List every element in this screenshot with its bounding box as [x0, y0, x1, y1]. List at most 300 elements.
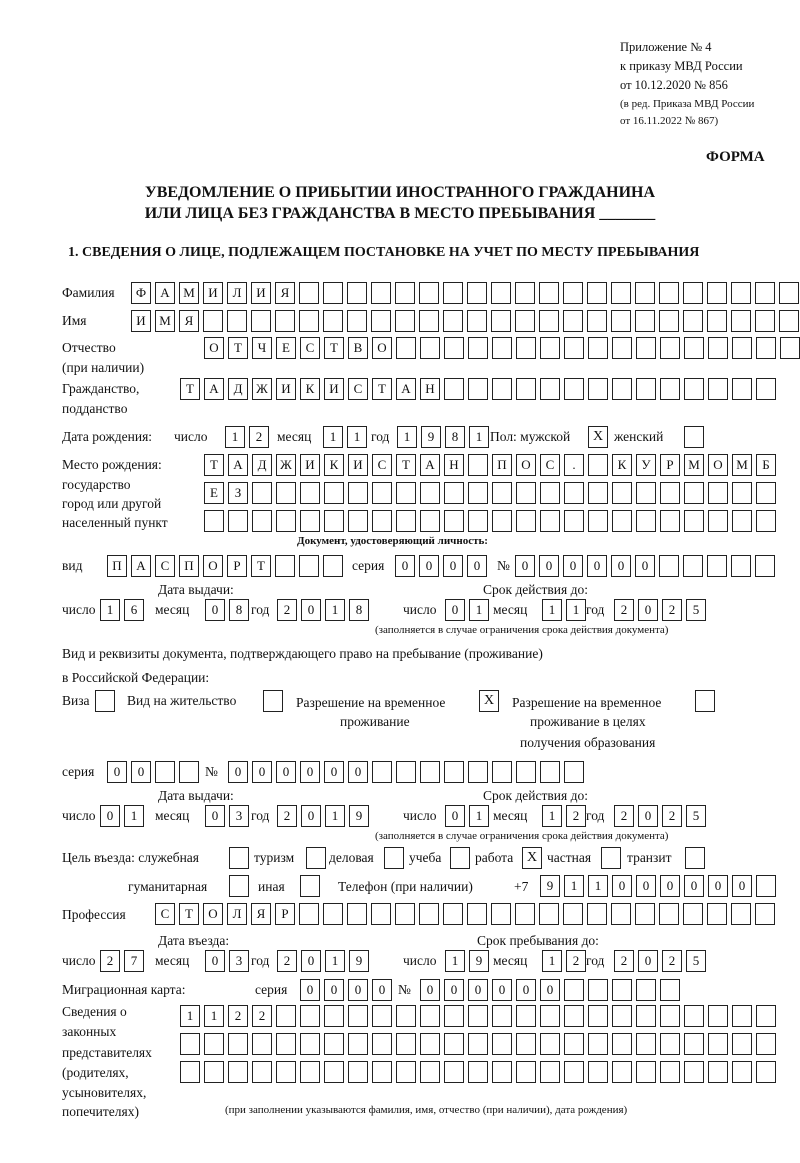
char-cell[interactable] [708, 510, 728, 532]
char-cell[interactable] [564, 1061, 584, 1083]
purpose-work-checkbox[interactable]: X [522, 847, 542, 869]
char-cell[interactable] [756, 1005, 776, 1027]
char-cell[interactable]: 0 [395, 555, 415, 577]
char-cell[interactable]: 0 [612, 875, 632, 897]
char-cell[interactable] [396, 1005, 416, 1027]
char-cell[interactable] [467, 903, 487, 925]
char-cell[interactable] [684, 378, 704, 400]
char-cell[interactable] [204, 1061, 224, 1083]
char-cell[interactable] [588, 510, 608, 532]
char-cell[interactable] [444, 378, 464, 400]
char-cell[interactable] [683, 555, 703, 577]
char-cell[interactable]: Е [276, 337, 296, 359]
char-cell[interactable]: 0 [708, 875, 728, 897]
char-cell[interactable] [300, 1033, 320, 1055]
char-cell[interactable] [708, 482, 728, 504]
purpose-other-checkbox[interactable] [300, 875, 320, 897]
char-cell[interactable] [755, 310, 775, 332]
char-cell[interactable] [276, 482, 296, 504]
char-cell[interactable] [228, 1061, 248, 1083]
char-cell[interactable] [516, 1033, 536, 1055]
char-cell[interactable] [276, 1005, 296, 1027]
char-cell[interactable] [468, 1033, 488, 1055]
char-cell[interactable] [732, 1061, 752, 1083]
char-cell[interactable]: А [155, 282, 175, 304]
char-cell[interactable]: 1 [225, 426, 245, 448]
char-cell[interactable] [299, 310, 319, 332]
char-cell[interactable]: М [155, 310, 175, 332]
visa-checkbox[interactable] [95, 690, 115, 712]
char-cell[interactable] [323, 282, 343, 304]
char-cell[interactable]: С [155, 903, 175, 925]
char-cell[interactable] [468, 761, 488, 783]
char-cell[interactable] [420, 1061, 440, 1083]
char-cell[interactable] [707, 903, 727, 925]
char-cell[interactable]: 8 [349, 599, 369, 621]
char-cell[interactable] [396, 482, 416, 504]
char-cell[interactable]: 0 [131, 761, 151, 783]
char-cell[interactable] [300, 1061, 320, 1083]
char-cell[interactable]: 0 [445, 599, 465, 621]
char-cell[interactable] [588, 979, 608, 1001]
char-cell[interactable] [587, 903, 607, 925]
char-cell[interactable] [323, 555, 343, 577]
char-cell[interactable] [420, 1033, 440, 1055]
char-cell[interactable]: 0 [443, 555, 463, 577]
char-cell[interactable] [491, 310, 511, 332]
char-cell[interactable] [324, 482, 344, 504]
char-cell[interactable]: М [684, 454, 704, 476]
char-cell[interactable] [467, 310, 487, 332]
char-cell[interactable] [372, 1061, 392, 1083]
char-cell[interactable]: Д [252, 454, 272, 476]
char-cell[interactable]: А [228, 454, 248, 476]
char-cell[interactable] [588, 337, 608, 359]
char-cell[interactable]: Е [204, 482, 224, 504]
char-cell[interactable] [779, 282, 799, 304]
char-cell[interactable] [660, 1005, 680, 1027]
char-cell[interactable] [660, 482, 680, 504]
char-cell[interactable]: 0 [636, 875, 656, 897]
char-cell[interactable]: 0 [515, 555, 535, 577]
char-cell[interactable] [684, 482, 704, 504]
char-cell[interactable] [708, 378, 728, 400]
char-cell[interactable] [611, 310, 631, 332]
char-cell[interactable] [396, 1061, 416, 1083]
char-cell[interactable]: 0 [107, 761, 127, 783]
char-cell[interactable]: 1 [564, 875, 584, 897]
char-cell[interactable] [492, 1033, 512, 1055]
char-cell[interactable] [371, 903, 391, 925]
char-cell[interactable] [276, 510, 296, 532]
char-cell[interactable]: 5 [686, 950, 706, 972]
char-cell[interactable]: 7 [124, 950, 144, 972]
char-cell[interactable]: Л [227, 903, 247, 925]
char-cell[interactable] [468, 337, 488, 359]
char-cell[interactable]: 1 [542, 950, 562, 972]
char-cell[interactable] [563, 310, 583, 332]
char-cell[interactable] [252, 510, 272, 532]
char-cell[interactable] [395, 282, 415, 304]
char-cell[interactable]: Л [227, 282, 247, 304]
char-cell[interactable] [443, 282, 463, 304]
char-cell[interactable] [731, 903, 751, 925]
char-cell[interactable]: 0 [467, 555, 487, 577]
char-cell[interactable] [299, 282, 319, 304]
char-cell[interactable] [300, 1005, 320, 1027]
trp-edu-checkbox[interactable] [695, 690, 715, 712]
char-cell[interactable] [756, 482, 776, 504]
char-cell[interactable] [587, 310, 607, 332]
char-cell[interactable] [588, 454, 608, 476]
char-cell[interactable] [372, 482, 392, 504]
char-cell[interactable]: 0 [100, 805, 120, 827]
char-cell[interactable]: 0 [638, 805, 658, 827]
char-cell[interactable] [539, 282, 559, 304]
char-cell[interactable] [564, 1033, 584, 1055]
char-cell[interactable]: Я [179, 310, 199, 332]
char-cell[interactable]: Т [180, 378, 200, 400]
char-cell[interactable]: И [324, 378, 344, 400]
purpose-private-checkbox[interactable] [601, 847, 621, 869]
char-cell[interactable] [468, 454, 488, 476]
char-cell[interactable] [540, 337, 560, 359]
char-cell[interactable] [732, 1005, 752, 1027]
char-cell[interactable]: И [276, 378, 296, 400]
char-cell[interactable]: 1 [542, 805, 562, 827]
char-cell[interactable]: 1 [566, 599, 586, 621]
char-cell[interactable] [179, 761, 199, 783]
char-cell[interactable]: 0 [348, 979, 368, 1001]
char-cell[interactable] [323, 310, 343, 332]
char-cell[interactable] [300, 482, 320, 504]
char-cell[interactable]: В [348, 337, 368, 359]
char-cell[interactable] [276, 1061, 296, 1083]
char-cell[interactable] [731, 310, 751, 332]
char-cell[interactable]: 9 [421, 426, 441, 448]
char-cell[interactable]: Ч [252, 337, 272, 359]
char-cell[interactable]: И [348, 454, 368, 476]
char-cell[interactable]: 1 [325, 950, 345, 972]
char-cell[interactable]: 1 [180, 1005, 200, 1027]
char-cell[interactable] [684, 510, 704, 532]
char-cell[interactable] [420, 1005, 440, 1027]
char-cell[interactable]: К [612, 454, 632, 476]
char-cell[interactable] [444, 1061, 464, 1083]
purpose-official-checkbox[interactable] [229, 847, 249, 869]
char-cell[interactable] [659, 310, 679, 332]
char-cell[interactable]: 9 [349, 805, 369, 827]
char-cell[interactable] [467, 282, 487, 304]
char-cell[interactable]: 8 [445, 426, 465, 448]
char-cell[interactable]: 2 [228, 1005, 248, 1027]
char-cell[interactable]: О [372, 337, 392, 359]
char-cell[interactable] [708, 337, 728, 359]
char-cell[interactable]: П [179, 555, 199, 577]
char-cell[interactable] [443, 310, 463, 332]
char-cell[interactable] [180, 1033, 200, 1055]
char-cell[interactable] [612, 378, 632, 400]
char-cell[interactable] [563, 903, 583, 925]
char-cell[interactable] [516, 378, 536, 400]
char-cell[interactable] [468, 1061, 488, 1083]
char-cell[interactable] [299, 903, 319, 925]
char-cell[interactable] [756, 1061, 776, 1083]
char-cell[interactable] [636, 378, 656, 400]
char-cell[interactable] [275, 555, 295, 577]
char-cell[interactable]: 1 [325, 599, 345, 621]
char-cell[interactable] [708, 1033, 728, 1055]
char-cell[interactable]: Н [444, 454, 464, 476]
char-cell[interactable]: 2 [277, 805, 297, 827]
char-cell[interactable] [732, 510, 752, 532]
char-cell[interactable] [683, 310, 703, 332]
char-cell[interactable] [612, 979, 632, 1001]
char-cell[interactable]: 2 [100, 950, 120, 972]
purpose-study-checkbox[interactable] [450, 847, 470, 869]
char-cell[interactable] [468, 510, 488, 532]
trp-checkbox[interactable]: X [479, 690, 499, 712]
char-cell[interactable]: 0 [563, 555, 583, 577]
char-cell[interactable] [659, 555, 679, 577]
char-cell[interactable]: 5 [686, 805, 706, 827]
char-cell[interactable] [396, 1033, 416, 1055]
char-cell[interactable] [419, 310, 439, 332]
char-cell[interactable]: Т [372, 378, 392, 400]
char-cell[interactable] [660, 1061, 680, 1083]
char-cell[interactable] [779, 310, 799, 332]
char-cell[interactable] [684, 1061, 704, 1083]
char-cell[interactable]: Н [420, 378, 440, 400]
char-cell[interactable] [612, 482, 632, 504]
char-cell[interactable] [203, 310, 223, 332]
char-cell[interactable]: Т [179, 903, 199, 925]
char-cell[interactable] [684, 1033, 704, 1055]
char-cell[interactable]: М [179, 282, 199, 304]
char-cell[interactable]: Р [227, 555, 247, 577]
char-cell[interactable] [539, 903, 559, 925]
char-cell[interactable] [419, 282, 439, 304]
char-cell[interactable] [419, 903, 439, 925]
char-cell[interactable] [540, 378, 560, 400]
char-cell[interactable] [516, 337, 536, 359]
char-cell[interactable] [372, 761, 392, 783]
char-cell[interactable] [563, 282, 583, 304]
char-cell[interactable]: 0 [252, 761, 272, 783]
char-cell[interactable] [756, 337, 776, 359]
char-cell[interactable]: 2 [614, 805, 634, 827]
char-cell[interactable] [516, 510, 536, 532]
char-cell[interactable]: И [203, 282, 223, 304]
char-cell[interactable] [468, 378, 488, 400]
char-cell[interactable]: 2 [277, 950, 297, 972]
char-cell[interactable] [492, 378, 512, 400]
char-cell[interactable] [636, 1061, 656, 1083]
char-cell[interactable] [252, 482, 272, 504]
char-cell[interactable]: 2 [277, 599, 297, 621]
char-cell[interactable] [420, 761, 440, 783]
char-cell[interactable]: Т [324, 337, 344, 359]
char-cell[interactable] [491, 282, 511, 304]
char-cell[interactable]: 1 [323, 426, 343, 448]
char-cell[interactable]: Ж [276, 454, 296, 476]
char-cell[interactable] [612, 510, 632, 532]
char-cell[interactable] [516, 482, 536, 504]
char-cell[interactable]: 2 [614, 599, 634, 621]
char-cell[interactable] [492, 1061, 512, 1083]
char-cell[interactable] [588, 1033, 608, 1055]
char-cell[interactable]: У [636, 454, 656, 476]
char-cell[interactable] [395, 903, 415, 925]
char-cell[interactable] [636, 1005, 656, 1027]
char-cell[interactable] [323, 903, 343, 925]
char-cell[interactable] [420, 510, 440, 532]
char-cell[interactable]: 0 [301, 599, 321, 621]
char-cell[interactable] [515, 282, 535, 304]
char-cell[interactable] [227, 310, 247, 332]
char-cell[interactable]: 0 [732, 875, 752, 897]
char-cell[interactable] [444, 510, 464, 532]
char-cell[interactable]: 0 [539, 555, 559, 577]
char-cell[interactable]: 1 [445, 950, 465, 972]
char-cell[interactable] [540, 1033, 560, 1055]
char-cell[interactable] [732, 482, 752, 504]
char-cell[interactable]: 0 [205, 805, 225, 827]
char-cell[interactable]: А [396, 378, 416, 400]
residence-checkbox[interactable] [263, 690, 283, 712]
char-cell[interactable]: 2 [566, 805, 586, 827]
char-cell[interactable] [444, 1005, 464, 1027]
char-cell[interactable]: 0 [348, 761, 368, 783]
char-cell[interactable] [347, 282, 367, 304]
char-cell[interactable]: 0 [324, 979, 344, 1001]
char-cell[interactable] [275, 310, 295, 332]
char-cell[interactable] [396, 510, 416, 532]
char-cell[interactable]: 1 [347, 426, 367, 448]
sex-female-checkbox[interactable] [684, 426, 704, 448]
char-cell[interactable] [348, 482, 368, 504]
char-cell[interactable] [756, 378, 776, 400]
char-cell[interactable]: 2 [614, 950, 634, 972]
char-cell[interactable] [204, 1033, 224, 1055]
char-cell[interactable] [587, 282, 607, 304]
char-cell[interactable] [588, 482, 608, 504]
char-cell[interactable]: 2 [249, 426, 269, 448]
char-cell[interactable] [540, 1005, 560, 1027]
char-cell[interactable]: 1 [204, 1005, 224, 1027]
char-cell[interactable]: 3 [229, 950, 249, 972]
char-cell[interactable]: 0 [372, 979, 392, 1001]
char-cell[interactable]: . [564, 454, 584, 476]
char-cell[interactable] [635, 903, 655, 925]
char-cell[interactable]: 1 [542, 599, 562, 621]
char-cell[interactable]: 0 [205, 599, 225, 621]
char-cell[interactable]: О [708, 454, 728, 476]
char-cell[interactable]: 9 [349, 950, 369, 972]
char-cell[interactable] [732, 378, 752, 400]
char-cell[interactable]: Р [275, 903, 295, 925]
char-cell[interactable]: З [228, 482, 248, 504]
char-cell[interactable] [756, 510, 776, 532]
char-cell[interactable] [683, 282, 703, 304]
char-cell[interactable]: Я [251, 903, 271, 925]
char-cell[interactable] [707, 282, 727, 304]
char-cell[interactable] [228, 1033, 248, 1055]
char-cell[interactable]: О [516, 454, 536, 476]
char-cell[interactable]: 9 [469, 950, 489, 972]
char-cell[interactable] [443, 903, 463, 925]
char-cell[interactable] [755, 555, 775, 577]
char-cell[interactable]: Т [204, 454, 224, 476]
char-cell[interactable]: Я [275, 282, 295, 304]
char-cell[interactable] [348, 1033, 368, 1055]
char-cell[interactable]: 5 [686, 599, 706, 621]
char-cell[interactable] [612, 1061, 632, 1083]
char-cell[interactable]: К [324, 454, 344, 476]
char-cell[interactable] [252, 1033, 272, 1055]
char-cell[interactable]: А [131, 555, 151, 577]
char-cell[interactable] [300, 510, 320, 532]
char-cell[interactable] [612, 337, 632, 359]
char-cell[interactable]: Т [251, 555, 271, 577]
char-cell[interactable] [372, 1033, 392, 1055]
char-cell[interactable] [228, 510, 248, 532]
sex-male-checkbox[interactable]: X [588, 426, 608, 448]
char-cell[interactable] [564, 378, 584, 400]
char-cell[interactable] [251, 310, 271, 332]
char-cell[interactable] [492, 337, 512, 359]
char-cell[interactable] [540, 761, 560, 783]
char-cell[interactable] [372, 510, 392, 532]
char-cell[interactable] [660, 510, 680, 532]
char-cell[interactable] [611, 903, 631, 925]
char-cell[interactable] [564, 482, 584, 504]
char-cell[interactable] [659, 903, 679, 925]
char-cell[interactable]: 0 [444, 979, 464, 1001]
char-cell[interactable] [707, 555, 727, 577]
char-cell[interactable] [588, 1061, 608, 1083]
char-cell[interactable] [660, 337, 680, 359]
char-cell[interactable]: Ж [252, 378, 272, 400]
char-cell[interactable] [588, 1005, 608, 1027]
purpose-transit-checkbox[interactable] [685, 847, 705, 869]
char-cell[interactable] [347, 310, 367, 332]
char-cell[interactable]: С [372, 454, 392, 476]
char-cell[interactable] [611, 282, 631, 304]
char-cell[interactable] [515, 310, 535, 332]
char-cell[interactable]: 0 [540, 979, 560, 1001]
char-cell[interactable] [324, 1005, 344, 1027]
char-cell[interactable] [660, 378, 680, 400]
char-cell[interactable] [564, 761, 584, 783]
char-cell[interactable] [732, 337, 752, 359]
char-cell[interactable]: 0 [419, 555, 439, 577]
char-cell[interactable]: Р [660, 454, 680, 476]
char-cell[interactable] [420, 482, 440, 504]
char-cell[interactable] [395, 310, 415, 332]
purpose-business-checkbox[interactable] [384, 847, 404, 869]
char-cell[interactable]: П [107, 555, 127, 577]
char-cell[interactable] [659, 282, 679, 304]
char-cell[interactable] [324, 1033, 344, 1055]
char-cell[interactable]: 0 [324, 761, 344, 783]
char-cell[interactable] [492, 482, 512, 504]
char-cell[interactable]: 1 [124, 805, 144, 827]
char-cell[interactable] [731, 282, 751, 304]
char-cell[interactable]: И [251, 282, 271, 304]
char-cell[interactable]: 0 [492, 979, 512, 1001]
char-cell[interactable]: М [732, 454, 752, 476]
